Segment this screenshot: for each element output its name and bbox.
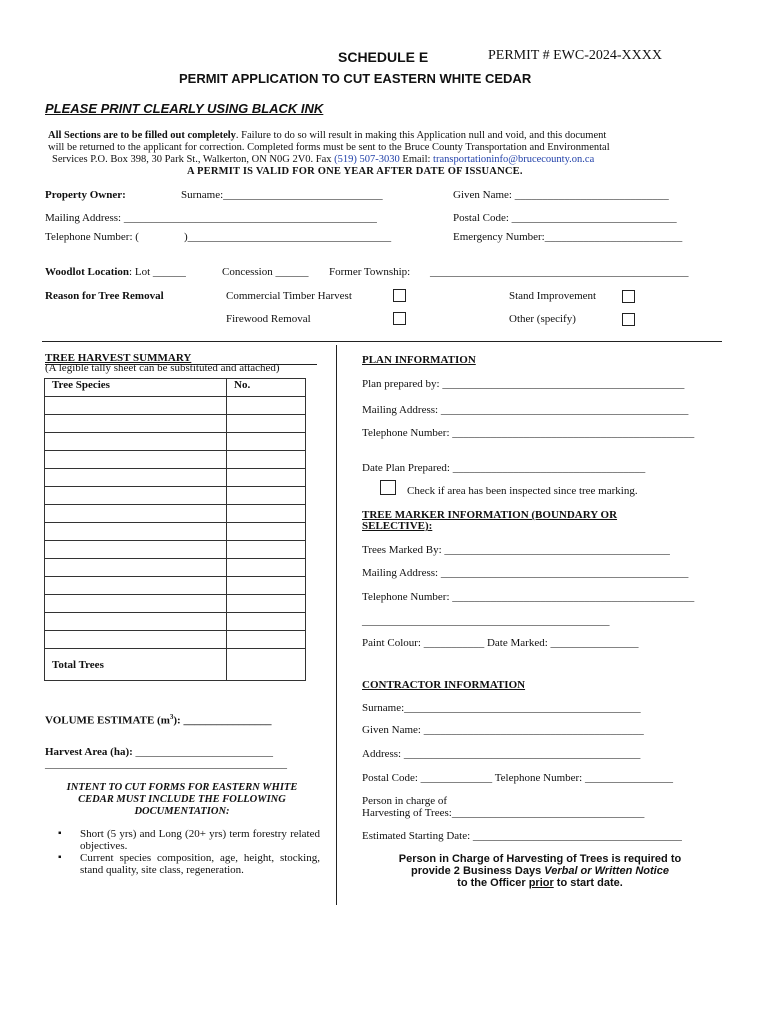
intent-heading-3: DOCUMENTATION: <box>134 806 230 817</box>
table-row[interactable] <box>45 451 306 469</box>
fax-number: (519) 507-3030 <box>334 154 400 165</box>
count-cell[interactable] <box>227 613 306 631</box>
given-name-field[interactable]: Given Name: ____________________________ <box>453 189 669 201</box>
count-cell[interactable] <box>227 469 306 487</box>
total-trees-cell[interactable] <box>227 649 306 681</box>
form-title: PERMIT APPLICATION TO CUT EASTERN WHITE CEDAR <box>179 71 532 86</box>
trees-marked-by-field[interactable]: Trees Marked By: _________________________________________ <box>362 544 670 556</box>
estimated-start-date-field[interactable]: Estimated Starting Date: ______________________________________ <box>362 830 682 842</box>
township-label: Former Township: <box>329 266 411 278</box>
plan-date-field[interactable]: Date Plan Prepared: ___________________________________ <box>362 462 646 474</box>
count-cell[interactable] <box>227 415 306 433</box>
section-divider <box>42 341 722 342</box>
table-row[interactable] <box>45 577 306 595</box>
species-cell[interactable] <box>45 595 227 613</box>
email-link[interactable]: transportationinfo@brucecounty.on.ca <box>433 154 595 165</box>
plan-prepared-by-field[interactable]: Plan prepared by: ____________________________________________ <box>362 378 685 390</box>
count-cell[interactable] <box>227 397 306 415</box>
option-stand-label: Stand Improvement <box>509 290 597 302</box>
count-cell[interactable] <box>227 505 306 523</box>
plan-telephone-field[interactable]: Telephone Number: ____________________________________________ <box>362 427 695 439</box>
inspected-checkbox[interactable] <box>380 480 396 495</box>
option-firewood-label: Firewood Removal <box>226 313 311 325</box>
tree-tally-table <box>44 378 306 681</box>
column-divider <box>336 345 337 905</box>
notice-line-1: Person in Charge of Harvesting of Trees is required to <box>398 853 682 865</box>
table-row[interactable] <box>45 541 306 559</box>
species-cell[interactable] <box>45 415 227 433</box>
contractor-postal-phone-field[interactable]: Postal Code: _____________ Telephone Number: ________________ <box>362 772 673 784</box>
schedule-label: SCHEDULE E <box>338 49 429 65</box>
validity-notice: A PERMIT IS VALID FOR ONE YEAR AFTER DATE OF ISSUANCE. <box>187 166 523 177</box>
species-cell[interactable] <box>45 559 227 577</box>
notice-line-3: to the Officer prior to start date. <box>457 877 623 889</box>
stand-improvement-checkbox[interactable] <box>622 290 635 303</box>
intro-line-2: will be returned to the applicant for correction. Completed forms must be sent to the Bruce County Transportation and Environmental <box>48 142 610 153</box>
count-cell[interactable] <box>227 487 306 505</box>
list-item: ▪ Current species composition, age, height, stocking, stand quality, site class, regeneration. <box>80 852 320 876</box>
emergency-number-field[interactable]: Emergency Number:_________________________ <box>453 231 683 243</box>
harvest-summary-title: TREE HARVEST SUMMARY <box>45 352 192 364</box>
harvest-area-field[interactable]: Harvest Area (ha): _________________________ <box>45 746 274 758</box>
count-cell[interactable] <box>227 577 306 595</box>
harvest-area-line[interactable]: ____________________________________________ <box>45 758 287 770</box>
marker-info-title-1: TREE MARKER INFORMATION (BOUNDARY OR <box>362 509 618 521</box>
species-cell[interactable] <box>45 541 227 559</box>
species-cell[interactable] <box>45 469 227 487</box>
list-item: ▪ Short (5 yrs) and Long (20+ yrs) term forestry related objectives. <box>80 828 320 852</box>
commercial-checkbox[interactable] <box>393 289 406 302</box>
permit-number: PERMIT # EWC-2024-XXXX <box>488 48 662 63</box>
inspected-label: Check if area has been inspected since tree marking. <box>407 485 638 497</box>
lot-field[interactable]: : Lot ______ <box>129 266 186 278</box>
count-cell[interactable] <box>227 595 306 613</box>
count-cell[interactable] <box>227 559 306 577</box>
col-number: No. <box>227 379 306 397</box>
volume-estimate-field[interactable]: VOLUME ESTIMATE $(m^3)$: ________________ <box>45 713 272 727</box>
table-row[interactable] <box>45 415 306 433</box>
table-row[interactable] <box>45 505 306 523</box>
harvest-summary-subtitle: (A legible tally sheet can be substituted and attached) <box>45 362 280 374</box>
marker-extra-line[interactable]: _____________________________________________ <box>362 615 610 627</box>
table-row[interactable] <box>45 559 306 577</box>
contractor-given-name-field[interactable]: Given Name: ________________________________________ <box>362 724 644 736</box>
table-row[interactable] <box>45 613 306 631</box>
species-cell[interactable] <box>45 613 227 631</box>
intro-line-3: Services P.O. Box 398, 30 Park St., Walkerton, ON N0G 2V0. Fax (519) 507-3030 Email: transportationinfo@brucecounty.on.ca <box>52 154 595 165</box>
table-row[interactable] <box>45 397 306 415</box>
table-row[interactable] <box>45 595 306 613</box>
count-cell[interactable] <box>227 631 306 649</box>
count-cell[interactable] <box>227 541 306 559</box>
township-field[interactable]: _______________________________________________ <box>430 266 689 278</box>
species-cell[interactable] <box>45 631 227 649</box>
intent-heading-2: CEDAR MUST INCLUDE THE FOLLOWING <box>78 794 286 805</box>
option-commercial-label: Commercial Timber Harvest <box>226 290 352 302</box>
species-cell[interactable] <box>45 433 227 451</box>
property-owner-label: Property Owner: <box>45 189 126 201</box>
species-cell[interactable] <box>45 577 227 595</box>
concession-field[interactable]: Concession ______ <box>222 266 309 278</box>
notice-line-2: provide 2 Business Days Verbal or Written Notice <box>411 865 669 877</box>
table-row[interactable] <box>45 523 306 541</box>
species-cell[interactable] <box>45 523 227 541</box>
contractor-address-field[interactable]: Address: ___________________________________________ <box>362 748 641 760</box>
telephone-label: Telephone Number: ( <box>45 231 139 243</box>
marker-info-title-2: SELECTIVE): <box>362 520 433 532</box>
species-cell[interactable] <box>45 487 227 505</box>
contractor-info-title: CONTRACTOR INFORMATION <box>362 679 526 691</box>
surname-field[interactable]: Surname:_____________________________ <box>181 189 383 201</box>
col-tree-species: Tree Species <box>45 379 227 397</box>
intro-line-1: All Sections are to be filled out completely. Failure to do so will result in making this Application null and void, and this document <box>48 130 607 141</box>
species-cell[interactable] <box>45 397 227 415</box>
firewood-checkbox[interactable] <box>393 312 406 325</box>
telephone-field[interactable]: )_____________________________________ <box>184 231 392 243</box>
table-row[interactable] <box>45 469 306 487</box>
intent-heading-1: INTENT TO CUT FORMS FOR EASTERN WHITE <box>66 782 298 793</box>
documentation-list <box>48 828 320 876</box>
count-cell[interactable] <box>227 523 306 541</box>
table-row[interactable] <box>45 631 306 649</box>
paint-colour-date-field[interactable]: Paint Colour: ___________ Date Marked: ________________ <box>362 637 639 649</box>
other-checkbox[interactable] <box>622 313 635 326</box>
species-cell[interactable] <box>45 505 227 523</box>
contractor-surname-field[interactable]: Surname:___________________________________________ <box>362 702 641 714</box>
postal-code-field[interactable]: Postal Code: ______________________________ <box>453 212 677 224</box>
woodlot-location-row: Woodlot Location: Lot ______ <box>45 266 186 278</box>
count-cell[interactable] <box>227 433 306 451</box>
count-cell[interactable] <box>227 451 306 469</box>
marker-mailing-field[interactable]: Mailing Address: _____________________________________________ <box>362 567 689 579</box>
marker-telephone-field[interactable]: Telephone Number: ____________________________________________ <box>362 591 695 603</box>
table-header-row <box>45 379 306 397</box>
print-notice: PLEASE PRINT CLEARLY USING BLACK INK <box>45 101 324 116</box>
total-trees-label: Total Trees <box>45 649 227 681</box>
total-row <box>45 649 306 681</box>
table-row[interactable] <box>45 487 306 505</box>
plan-mailing-field[interactable]: Mailing Address: _____________________________________________ <box>362 404 689 416</box>
species-cell[interactable] <box>45 451 227 469</box>
person-in-charge-field[interactable]: Harvesting of Trees:___________________________________ <box>362 807 645 819</box>
person-in-charge-label: Person in charge of <box>362 795 448 807</box>
table-row[interactable] <box>45 433 306 451</box>
reason-label: Reason for Tree Removal <box>45 290 164 302</box>
option-other-label: Other (specify) <box>509 313 576 325</box>
mailing-address-field[interactable]: Mailing Address: ______________________________________________ <box>45 212 377 224</box>
plan-info-title: PLAN INFORMATION <box>362 354 476 366</box>
